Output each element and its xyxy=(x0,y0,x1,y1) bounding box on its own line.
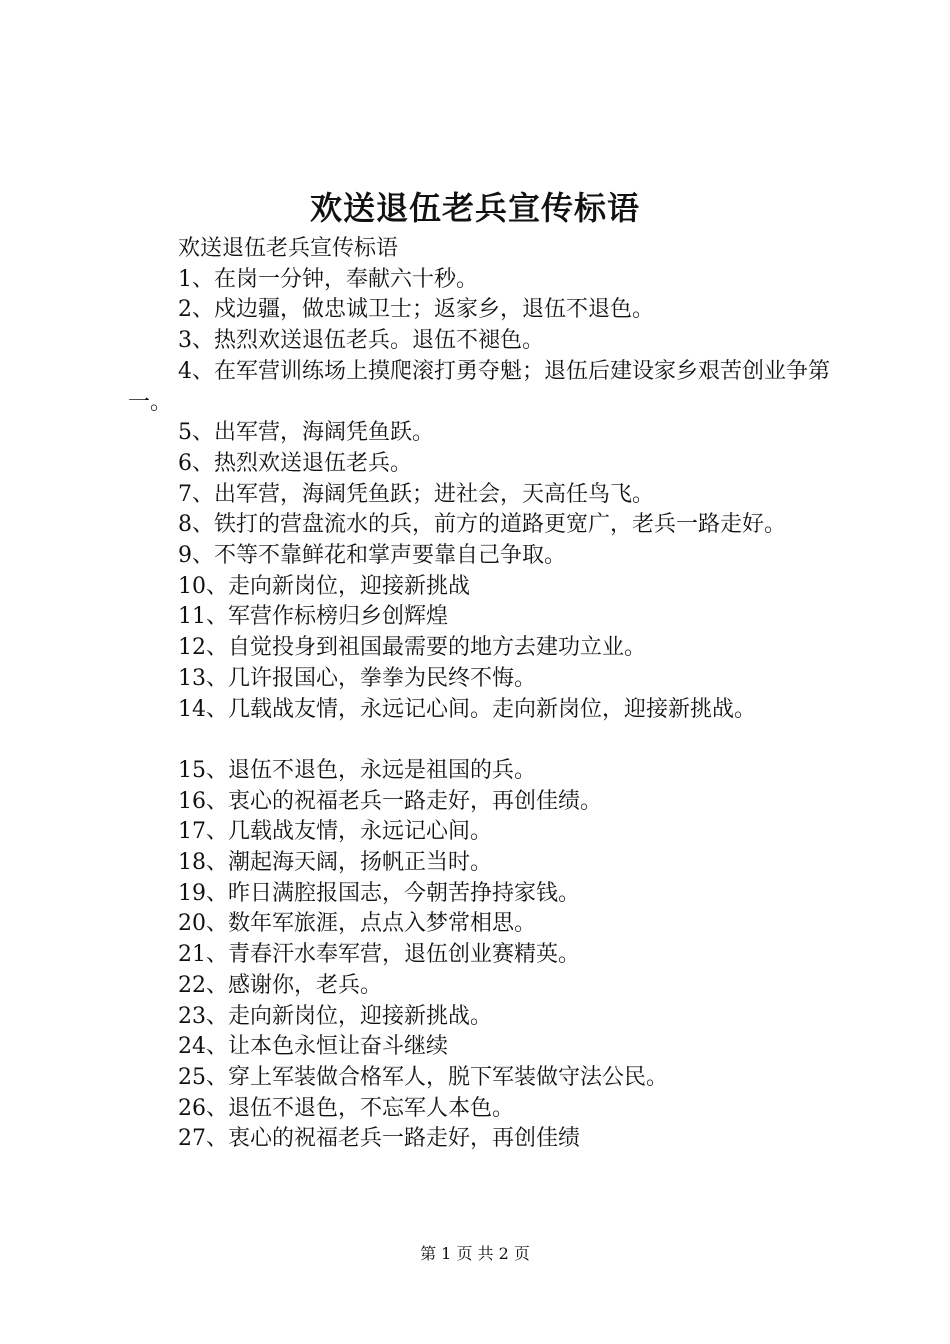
page-number-footer: 第 1 页 共 2 页 xyxy=(420,1244,530,1263)
slogan-item: 4、在军营训练场上摸爬滚打勇夺魁；退伍后建设家乡艰苦创业争第一。 xyxy=(128,358,830,415)
slogan-item: 16、衷心的祝福老兵一路走好，再创佳绩。 xyxy=(178,788,602,814)
slogan-item: 9、不等不靠鲜花和掌声要靠自己争取。 xyxy=(178,543,566,569)
slogan-item: 21、青春汗水奉军营，退伍创业赛精英。 xyxy=(178,942,580,968)
slogan-item: 26、退伍不退色，不忘军人本色。 xyxy=(178,1095,514,1121)
slogan-item: 18、潮起海天阔，扬帆正当时。 xyxy=(178,850,492,876)
slogan-item: 15、退伍不退色，永远是祖国的兵。 xyxy=(178,757,536,783)
slogan-item: 20、数年军旅涯，点点入梦常相思。 xyxy=(178,911,536,937)
slogan-item: 6、热烈欢送退伍老兵。 xyxy=(178,450,412,476)
slogan-item: 19、昨日满腔报国志，今朝苦挣持家钱。 xyxy=(178,880,580,906)
document-subtitle: 欢送退伍老兵宣传标语 xyxy=(178,236,399,261)
document-body xyxy=(128,234,833,1155)
slogan-item: 11、军营作标榜归乡创辉煌 xyxy=(178,604,448,630)
slogan-item: 5、出军营，海阔凭鱼跃。 xyxy=(178,420,434,446)
slogan-item: 2、戍边疆，做忠诚卫士；返家乡，退伍不退色。 xyxy=(178,297,654,323)
slogan-item: 10、走向新岗位，迎接新挑战 xyxy=(178,573,470,599)
slogan-item: 1、在岗一分钟，奉献六十秒。 xyxy=(178,266,478,292)
slogan-item: 27、衷心的祝福老兵一路走好，再创佳绩 xyxy=(178,1126,580,1152)
slogan-item: 12、自觉投身到祖国最需要的地方去建功立业。 xyxy=(178,635,646,661)
slogan-item: 22、感谢你，老兵。 xyxy=(178,972,382,998)
slogan-item: 3、热烈欢送退伍老兵。退伍不褪色。 xyxy=(178,328,544,354)
slogan-item: 25、穿上军装做合格军人，脱下军装做守法公民。 xyxy=(178,1064,668,1090)
slogan-item: 14、几载战友情，永远记心间。走向新岗位，迎接新挑战。 xyxy=(178,696,756,722)
slogan-item: 24、让本色永恒让奋斗继续 xyxy=(178,1034,448,1060)
slogan-item: 8、铁打的营盘流水的兵，前方的道路更宽广，老兵一路走好。 xyxy=(178,512,786,538)
blank-line xyxy=(128,725,833,756)
slogan-item: 13、几许报国心，拳拳为民终不悔。 xyxy=(178,665,536,691)
slogan-item: 7、出军营，海阔凭鱼跃；进社会，天高任鸟飞。 xyxy=(178,481,654,507)
page-title: 欢送退伍老兵宣传标语 xyxy=(309,189,640,227)
slogan-item: 23、走向新岗位，迎接新挑战。 xyxy=(178,1003,492,1029)
slogan-item: 17、几载战友情，永远记心间。 xyxy=(178,819,492,845)
